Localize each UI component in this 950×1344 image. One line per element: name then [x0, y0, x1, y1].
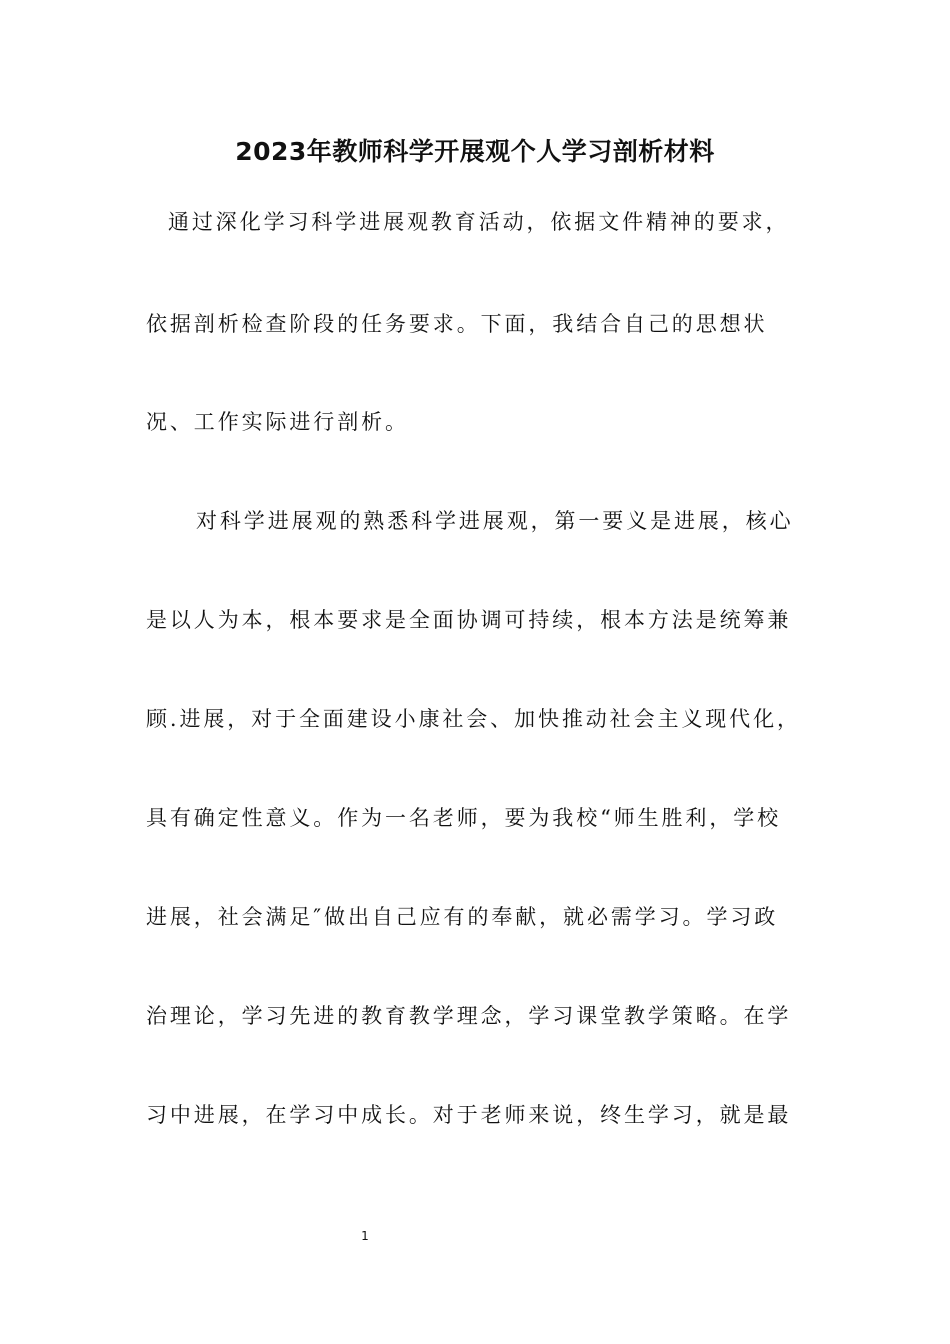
- paragraph-line: 依据剖析检查阶段的任务要求。下面，我结合自己的思想状: [146, 312, 768, 336]
- paragraph-line: 进展，社会满足″做出自己应有的奉献，就必需学习。学习政: [146, 905, 779, 929]
- paragraph-line: 通过深化学习科学进展观教育活动，依据文件精神的要求，: [168, 210, 790, 234]
- document-title: 2023年教师科学开展观个人学习剖析材料: [235, 137, 715, 166]
- page-number: 1: [361, 1229, 369, 1243]
- paragraph-line: 况、工作实际进行剖析。: [146, 410, 409, 434]
- paragraph-line: 是以人为本，根本要求是全面协调可持续，根本方法是统筹兼: [146, 608, 792, 632]
- paragraph-line: 对科学进展观的熟悉科学进展观，第一要义是进展，核心: [196, 509, 794, 533]
- paragraph-line: 治理论，学习先进的教育教学理念，学习课堂教学策略。在学: [146, 1004, 792, 1028]
- paragraph-line: 顾.进展，对于全面建设小康社会、加快推动社会主义现代化，: [146, 707, 801, 731]
- paragraph-line: 具有确定性意义。作为一名老师，要为我校“师生胜利，学校: [146, 806, 782, 830]
- paragraph-line: 习中进展，在学习中成长。对于老师来说，终生学习，就是最: [146, 1103, 792, 1127]
